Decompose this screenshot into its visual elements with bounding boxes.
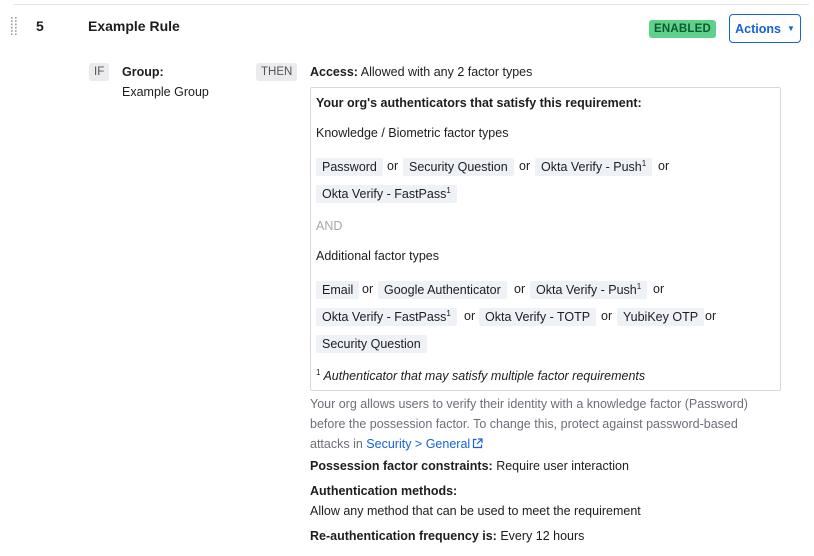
factor-chip: Email	[316, 281, 359, 299]
factor-chip: YubiKey OTP	[617, 308, 704, 326]
knowledge-heading: Knowledge / Biometric factor types	[316, 126, 509, 140]
or-text: or	[705, 309, 717, 323]
access-value: Allowed with any 2 factor types	[360, 65, 533, 79]
footnote: $^1$ Authenticator that may satisfy multiple factor requirements	[316, 368, 646, 383]
if-tag: IF	[89, 63, 109, 81]
caret-down-icon: ▼	[786, 23, 795, 33]
factor-chip: Okta Verify - Push$^1$	[530, 281, 647, 299]
factor-chip: Okta Verify - Push$^1$	[535, 158, 652, 176]
reauth-value: Every 12 hours	[500, 529, 585, 543]
top-divider	[14, 4, 809, 5]
factor-chip: Okta Verify - TOTP	[479, 308, 596, 326]
authenticators-heading: Your org's authenticators that satisfy this requirement:	[316, 96, 642, 110]
knowledge-factor-note: Your org allows users to verify their identity with a knowledge factor (Password) before the possession factor. To change this, protect against password-based attacks in Security > General	[310, 394, 780, 455]
external-link-icon	[472, 435, 483, 455]
factor-chip: Okta Verify - FastPass$^1$	[316, 308, 457, 326]
possession-value: Require user interaction	[496, 459, 629, 473]
factor-chip: Okta Verify - FastPass$^1$	[316, 185, 457, 203]
reauth-label: Re-authentication frequency is:	[310, 529, 497, 543]
drag-handle-icon[interactable]	[11, 17, 17, 35]
reauth-frequency	[310, 529, 584, 543]
or-text: or	[653, 282, 665, 296]
or-text: or	[387, 159, 399, 173]
access-line	[310, 65, 532, 79]
group-value: Example Group	[122, 85, 209, 99]
and-separator: AND	[316, 219, 343, 233]
factor-chip: Google Authenticator	[378, 281, 507, 299]
factor-chip: Password	[316, 158, 383, 176]
authenticators-box	[310, 87, 781, 391]
then-tag: THEN	[256, 63, 297, 81]
or-text: or	[601, 309, 613, 323]
security-general-link[interactable]: Security > General	[366, 437, 483, 451]
possession-constraints	[310, 459, 629, 473]
auth-methods-label: Authentication methods:	[310, 484, 458, 498]
or-text: or	[519, 159, 531, 173]
group-label: Group:	[122, 65, 164, 79]
or-text: or	[464, 309, 476, 323]
status-badge: ENABLED	[649, 20, 716, 38]
rule-number: 5	[36, 18, 44, 34]
actions-button[interactable]	[729, 14, 801, 43]
actions-button-label: Actions	[735, 21, 781, 36]
access-label: Access:	[310, 65, 358, 79]
additional-heading: Additional factor types	[316, 249, 439, 263]
factor-chip: Security Question	[403, 158, 514, 176]
or-text: or	[362, 282, 374, 296]
factor-chip: Security Question	[316, 335, 427, 353]
possession-label: Possession factor constraints:	[310, 459, 493, 473]
or-text: or	[514, 282, 526, 296]
rule-name: Example Rule	[88, 18, 180, 34]
or-text: or	[658, 159, 670, 173]
auth-methods-value: Allow any method that can be used to meet the requirement	[310, 504, 641, 518]
